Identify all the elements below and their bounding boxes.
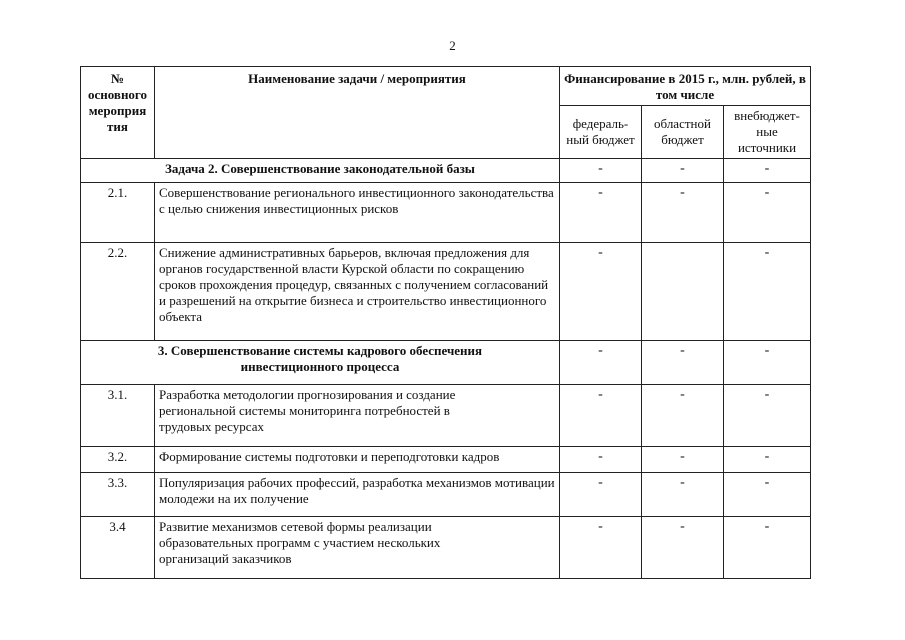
table-row <box>81 473 811 517</box>
header-name: Наименование задачи / мероприятия <box>155 67 560 159</box>
cell-federal: - <box>560 183 642 243</box>
row-name: Формирование системы подготовки и переподготовки кадров <box>155 447 560 473</box>
row-number: 2.2. <box>81 243 155 341</box>
row-name: Совершенствование регионального инвестиционного законодательства с целью снижения инвестиционных рисков <box>155 183 560 243</box>
cell-extrabudget: - <box>724 341 811 385</box>
cell-federal: - <box>560 473 642 517</box>
table-row <box>81 517 811 579</box>
cell-extrabudget: - <box>724 517 811 579</box>
table-row <box>81 447 811 473</box>
cell-extrabudget: - <box>724 473 811 517</box>
cell-extrabudget: - <box>724 183 811 243</box>
page-number: 2 <box>449 38 456 53</box>
cell-regional: - <box>642 447 724 473</box>
table-row <box>81 341 811 385</box>
table-row <box>81 243 811 341</box>
table-row <box>81 385 811 447</box>
row-number: 3.3. <box>81 473 155 517</box>
header-regional: областной бюджет <box>642 106 724 159</box>
row-number: 2.1. <box>81 183 155 243</box>
task-title: Задача 2. Совершенствование законодательной базы <box>81 159 560 183</box>
row-name: Снижение административных барьеров, включая предложения для органов государственной власти Курской области по сокращению сроков прохождения процедур, связанных с получением согласований и разрешений на открытие бизнеса и строительство инвестиционного объекта <box>155 243 560 341</box>
cell-federal: - <box>560 243 642 341</box>
row-number: 3.1. <box>81 385 155 447</box>
table-row <box>81 159 811 183</box>
cell-federal: - <box>560 341 642 385</box>
cell-federal: - <box>560 447 642 473</box>
cell-extrabudget: - <box>724 385 811 447</box>
cell-regional: - <box>642 473 724 517</box>
header-num: № основного мероприя тия <box>81 67 155 159</box>
cell-federal: - <box>560 385 642 447</box>
cell-extrabudget: - <box>724 159 811 183</box>
header-federal: федераль- ный бюджет <box>560 106 642 159</box>
header-financing: Финансирование в 2015 г., млн. рублей, в том числе <box>560 67 811 106</box>
row-number: 3.4 <box>81 517 155 579</box>
cell-regional: - <box>642 385 724 447</box>
cell-federal: - <box>560 517 642 579</box>
cell-regional: - <box>642 159 724 183</box>
row-name: Разработка методологии прогнозирования и создание региональной системы мониторинга потребностей в трудовых ресурсах <box>155 385 560 447</box>
row-number: 3.2. <box>81 447 155 473</box>
cell-regional: - <box>642 183 724 243</box>
row-name: Популяризация рабочих профессий, разработка механизмов мотивации молодежи на их получение <box>155 473 560 517</box>
cell-extrabudget: - <box>724 243 811 341</box>
cell-extrabudget: - <box>724 447 811 473</box>
table-row <box>81 183 811 243</box>
cell-regional <box>642 243 724 341</box>
cell-regional: - <box>642 341 724 385</box>
task-title: 3. Совершенствование системы кадрового обеспечения инвестиционного процесса <box>81 341 560 385</box>
header-row-1 <box>81 67 811 106</box>
cell-federal: - <box>560 159 642 183</box>
cell-regional: - <box>642 517 724 579</box>
financing-table <box>80 66 811 579</box>
row-name: Развитие механизмов сетевой формы реализации образовательных программ с участием нескольких организаций заказчиков <box>155 517 560 579</box>
header-extrabudget: внебюджет- ные источники <box>724 106 811 159</box>
